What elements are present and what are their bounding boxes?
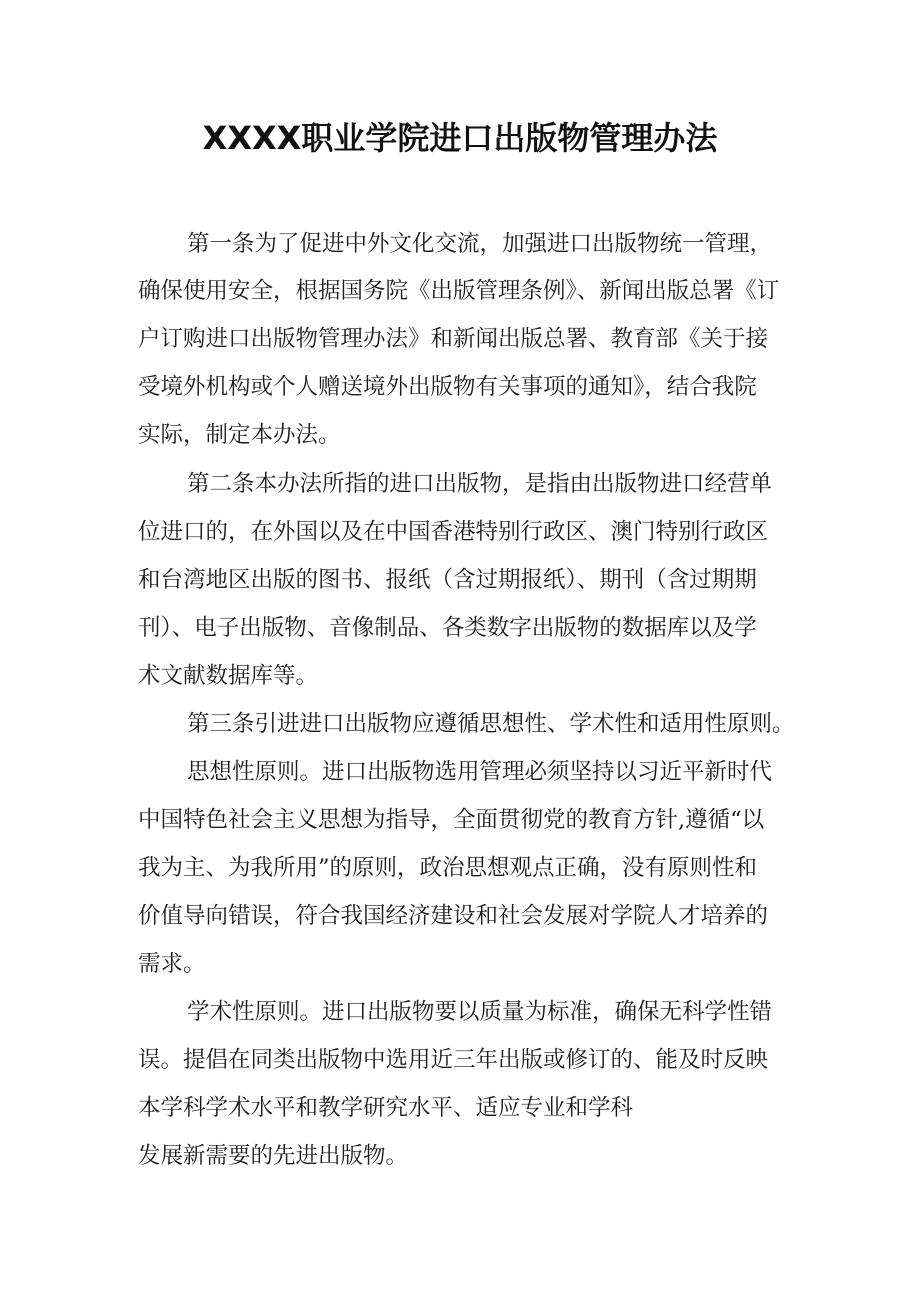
article-2-line-2: 位进口的，在外国以及在中国香港特别行政区、澳门特别行政区 [138,519,769,545]
academic-principle-line-2: 误。提倡在同类出版物中选用近三年出版或修订的、能及时反映 [138,1047,769,1073]
ideology-principle-line-3: 我为主、为我所用”的原则，政治思想观点正确，没有原则性和 [138,855,758,881]
document-title: XXXX职业学院进口出版物管理办法 [202,119,718,157]
article-1-line-2: 确保使用安全，根据国务院《出版管理条例》、新闻出版总署《订 [138,278,780,304]
article-1-line-4: 受境外机构或个人赠送境外出版物有关事项的通知》，结合我院 [138,374,757,400]
article-1-line-1: 第一条为了促进中外文化交流，加强进口出版物统一管理， [187,231,773,257]
ideology-principle-line-4: 价值导向错误，符合我国经济建设和社会发展对学院人才培养的 [138,903,769,929]
article-2-line-5: 术文献数据库等。 [138,663,319,689]
academic-principle-line-3: 本学科学术水平和教学研究水平、适应专业和学科 [138,1095,634,1121]
ideology-principle-line-5: 需求。 [138,951,206,977]
article-2-line-4: 刊）、电子出版物、音像制品、各类数字出版物的数据库以及学 [138,615,757,641]
ideology-principle-line-1: 思想性原则。进口出版物选用管理必须坚持以习近平新时代 [187,759,773,785]
article-2-line-1: 第二条本办法所指的进口出版物，是指由出版物进口经营单 [187,471,773,497]
ideology-principle-line-2: 中国特色社会主义思想为指导，全面贯彻党的教育方针,遵循“以 [138,807,765,833]
article-1-line-5: 实际，制定本办法。 [138,422,341,448]
article-1-line-3: 户订购进口出版物管理办法》和新闻出版总署、教育部《关于接 [138,326,769,352]
academic-principle-line-1: 学术性原则。进口出版物要以质量为标准，确保无科学性错 [187,999,773,1025]
article-2-line-3: 和台湾地区出版的图书、报纸（含过期报纸）、期刊（含过期期 [138,567,757,593]
article-3-line-1: 第三条引进进口出版物应遵循思想性、学术性和适用性原则。 [187,711,795,737]
academic-principle-line-4: 发展新需要的先进出版物。 [138,1143,409,1169]
